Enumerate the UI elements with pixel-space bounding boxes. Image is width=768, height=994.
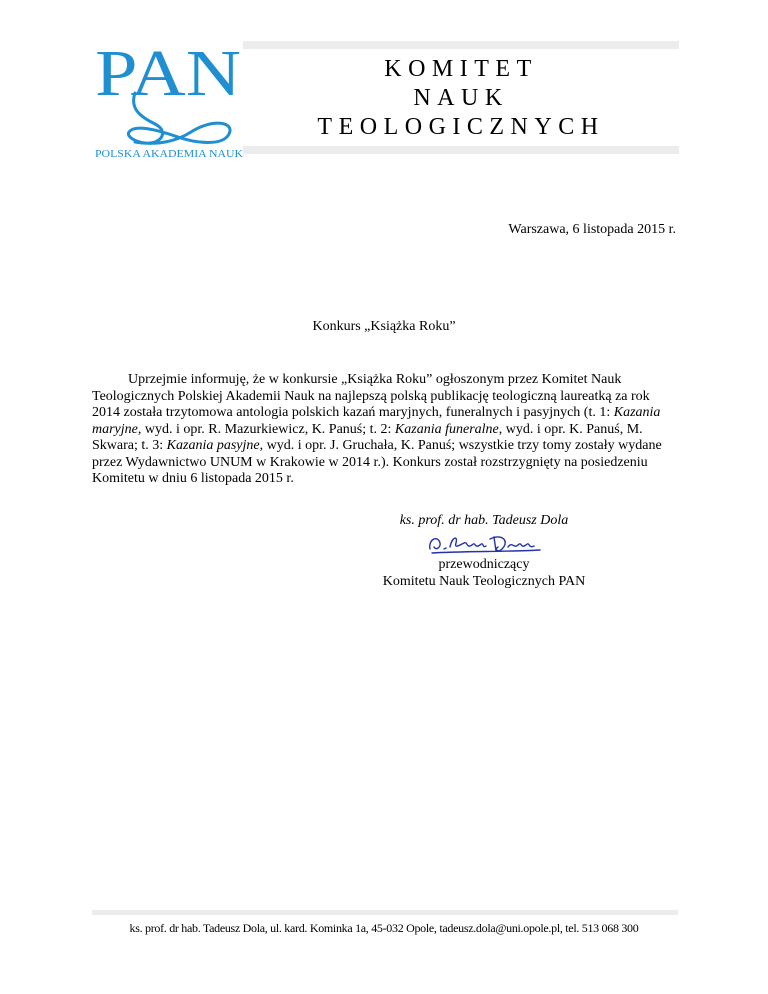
header-bar-bottom — [243, 146, 679, 154]
signatory-committee: Komitetu Nauk Teologicznych PAN — [382, 574, 586, 589]
letter-subject: Konkurs „Książka Roku” — [312, 319, 456, 334]
committee-title — [243, 55, 679, 142]
pan-logo-mark — [95, 38, 245, 160]
pan-logo — [95, 38, 245, 160]
svg-text:POLSKA AKADEMIA NAUK: POLSKA AKADEMIA NAUK — [95, 148, 244, 160]
committee-line-2: NAUK — [413, 85, 509, 111]
body-text-3: , wyd. i opr. K. Panuś, M. Skwara; t. 3: — [92, 421, 643, 453]
signatory-name: ks. prof. dr hab. Tadeusz Dola — [399, 513, 569, 528]
book-title-3: Kazania pasyjne — [166, 438, 260, 453]
body-text-1: Uprzejmie informuję, że w konkursie „Książka Roku” ogłoszonym przez Komitet Nauk Teologicznych Polskiej Akademii Nauk na najlepszą polską publikację teologiczną laureatką za rok 2014 została trzytomowa antologia polskich kazań maryjnych, funeralnych i pasyjnych (t. 1: — [92, 372, 650, 420]
body-text-4: , wyd. i opr. J. Gruchała, K. Panuś; wszystkie trzy tomy zostały wydane przez Wydawnictwo UNUM w Krakowie w 2014 r.). Konkurs został rozstrzygnięty na posiedzeniu Komitetu w dniu 6 listopada 2015 r. — [92, 438, 662, 486]
footer-bar — [92, 910, 678, 915]
body-paragraph — [92, 372, 677, 488]
signature-block — [334, 512, 634, 590]
footer-contact: ks. prof. dr hab. Tadeusz Dola, ul. kard. Kominka 1a, 45-032 Opole, tadeusz.dola@uni.opole.pl, tel. 513 068 300 — [129, 921, 639, 935]
letter-date: Warszawa, 6 listopada 2015 r. — [508, 222, 676, 237]
signature-drawing — [424, 531, 544, 555]
committee-line-1: KOMITET — [384, 56, 538, 82]
body-text-2: , wyd. i opr. R. Mazurkiewicz, K. Panuś; t. 2: — [137, 421, 395, 437]
book-title-1: Kazania maryjne — [92, 405, 661, 437]
letter-body — [92, 372, 677, 488]
handwritten-signature — [334, 529, 634, 556]
signatory-role: przewodniczący — [438, 557, 530, 572]
header-bar-top — [243, 41, 679, 49]
committee-line-3: TEOLOGICZNYCH — [317, 114, 605, 140]
book-title-2: Kazania funeralne — [394, 421, 499, 437]
svg-text:PAN: PAN — [95, 38, 241, 110]
